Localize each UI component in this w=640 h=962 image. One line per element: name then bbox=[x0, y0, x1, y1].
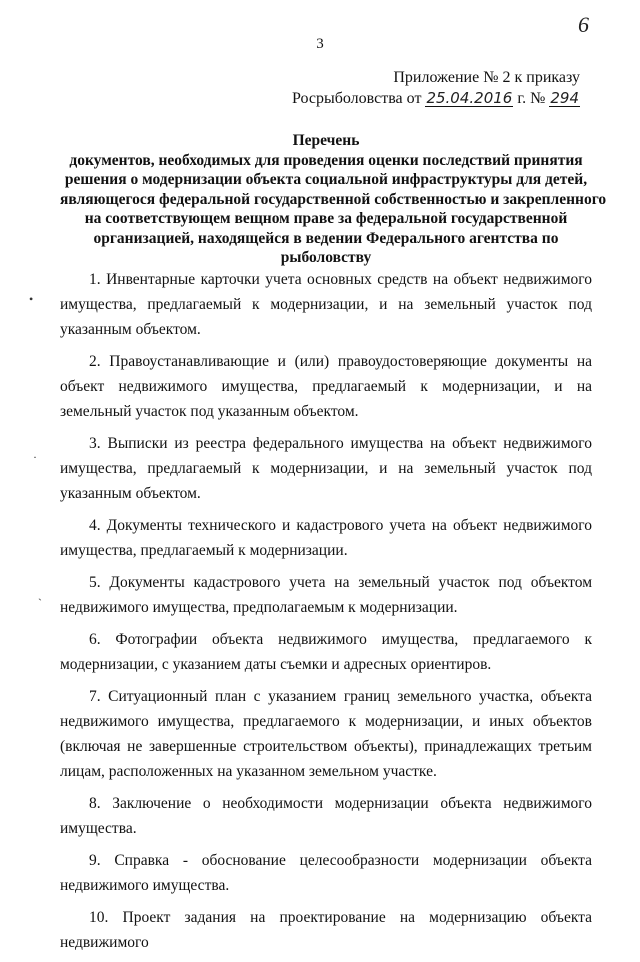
appendix-header bbox=[292, 67, 580, 109]
document-list bbox=[60, 267, 592, 962]
scan-speck: ˋ bbox=[38, 596, 42, 610]
appendix-line-1: Приложение № 2 к приказу bbox=[393, 69, 580, 86]
list-item: 6. Фотографии объекта недвижимого имущества, предлагаемого к модернизации, с указанием даты съемки и адресных ориентиров. bbox=[60, 631, 592, 673]
handwritten-page-mark: 6 bbox=[578, 12, 589, 37]
list-item: 9. Справка - обоснование целесообразности модернизации объекта недвижимого имущества. bbox=[60, 852, 592, 894]
title-line: документов, необходимых для проведения оценки последствий принятия bbox=[69, 151, 583, 169]
title-line: являющегося федеральной государственной собственностью и закрепленного bbox=[60, 190, 607, 208]
scan-speck: • bbox=[29, 292, 34, 306]
title-line: организацией, находящейся в ведении Федерального агентства по bbox=[93, 229, 559, 247]
list-item: 4. Документы технического и кадастрового учета на объект недвижимого имущества, предлагаемый к модернизации. bbox=[60, 517, 592, 559]
title-line: рыболовству bbox=[280, 249, 372, 266]
title-line: на соответствующем вещном праве за федеральной государственной bbox=[84, 210, 568, 227]
list-item: 8. Заключение о необходимости модернизации объекта недвижимого имущества. bbox=[60, 795, 592, 837]
appendix-line-2 bbox=[292, 88, 580, 109]
list-item: 10. Проект задания на проектирование на модернизацию объекта недвижимого bbox=[60, 909, 592, 951]
list-item: 7. Ситуационный план с указанием границ земельного участка, объекта недвижимого имущества, предлагаемого к модернизации, и иных объектов (включая не завершенные строительством объекты), принадлежащих третьим лицам, расположенных на указанном земельном участке. bbox=[60, 688, 592, 780]
document-title bbox=[60, 131, 607, 268]
appendix-mid: г. № bbox=[517, 90, 546, 107]
page-number: 3 bbox=[316, 36, 324, 52]
list-item: 3. Выписки из реестра федерального имущества на объект недвижимого имущества, предлагаемый к модернизации, и на земельный участок под указанным объектом. bbox=[60, 435, 592, 502]
list-item: 1. Инвентарные карточки учета основных средств на объект недвижимого имущества, предлагаемый к модернизации, и на земельный участок под указанным объектом. bbox=[60, 271, 592, 338]
order-number: 294 bbox=[550, 89, 579, 107]
list-item: 5. Документы кадастрового учета на земельный участок под объектом недвижимого имущества, предполагаемым к модернизации. bbox=[60, 574, 592, 616]
title-line: Перечень bbox=[292, 132, 360, 149]
title-line: решения о модернизации объекта социальной инфраструктуры для детей, bbox=[64, 171, 588, 188]
appendix-prefix: Росрыболовства от bbox=[291, 90, 422, 107]
scan-speck: · bbox=[33, 450, 37, 464]
list-item: 2. Правоустанавливающие и (или) правоудостоверяющие документы на объект недвижимого имущества, предлагаемый к модернизации, и на земельный участок под указанным объектом. bbox=[60, 353, 592, 420]
order-date: 25.04.2016 bbox=[426, 89, 513, 107]
